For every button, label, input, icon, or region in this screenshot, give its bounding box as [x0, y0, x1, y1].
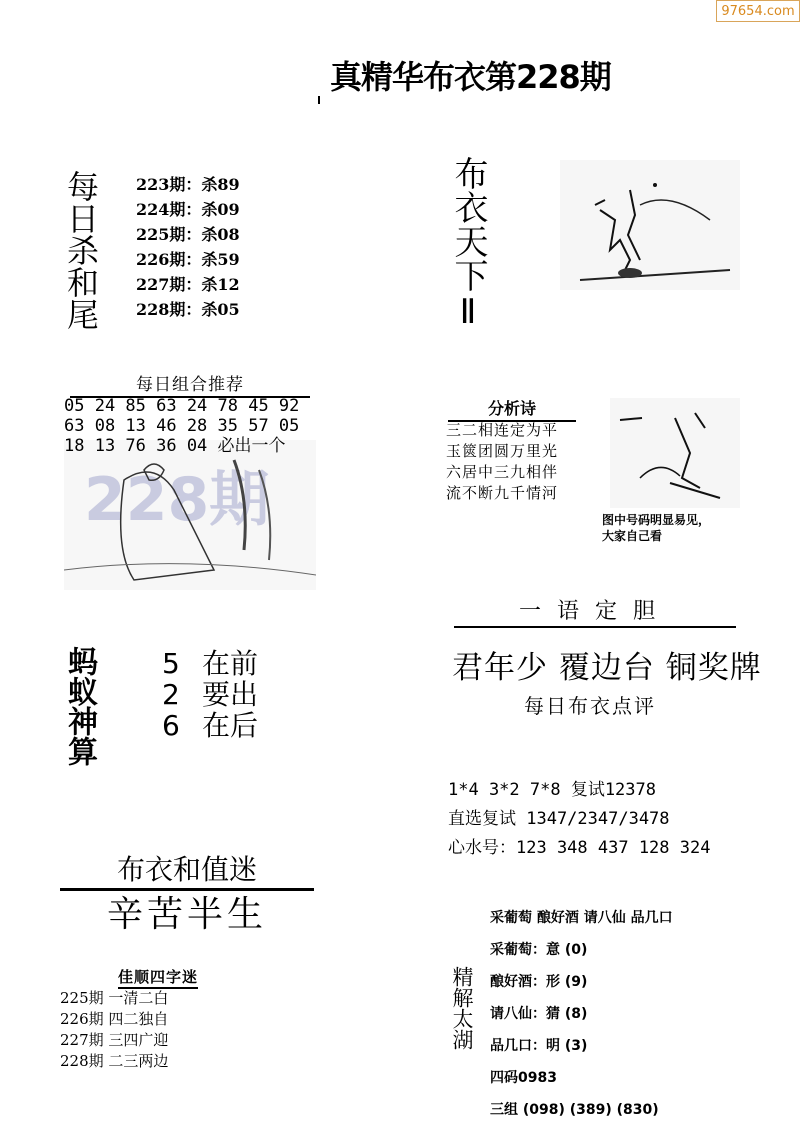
ant-row-text: 在后 [202, 709, 259, 742]
poem-title: 分析诗 [448, 396, 576, 422]
poem-lines [446, 420, 558, 504]
ant-row [162, 710, 258, 741]
poem-line: 三二相连定为平 [446, 421, 559, 439]
fourword-row: 225期 一清二白 [60, 989, 169, 1007]
picks [448, 776, 710, 863]
taihu-row: 采葡萄 酿好酒 请八仙 品几口 [490, 910, 673, 926]
fourword-rows [60, 988, 168, 1072]
combo-row: 05 24 85 63 24 78 45 92 [64, 396, 300, 416]
kill-tail-row: 228期：杀05 [136, 300, 240, 319]
combo-rows [64, 396, 299, 456]
kill-tail-row: 225期：杀08 [136, 225, 240, 244]
taihu-row: 采葡萄：意 (0) [490, 942, 588, 958]
buyi-tianxia-label: 布衣天下Ⅱ [448, 156, 488, 332]
fourword-title: 佳顺四字迷 [118, 966, 198, 989]
page-title: 真精华布衣第228期 [330, 58, 611, 96]
picks-line: 1*4 3*2 7*8 复试12378 [448, 780, 656, 800]
poem-line: 流不断九千情河 [446, 484, 559, 502]
title-mark [318, 96, 320, 104]
kill-tail-row: 224期：杀09 [136, 200, 240, 219]
riddle-answer: 辛苦半生 [106, 894, 267, 935]
picks-line: 心水号：123 348 437 128 324 [448, 838, 711, 858]
ink-painting-scholar [64, 440, 316, 590]
ant-row-num: 2 [162, 678, 180, 711]
ant-rows [162, 648, 258, 741]
riddle-title: 布衣和值迷 [60, 848, 314, 891]
taihu-row: 请八仙：猜 (8) [490, 1006, 588, 1022]
poem-line: 六居中三九相伴 [446, 463, 559, 481]
taihu-row: 酿好酒：形 (9) [490, 974, 588, 990]
poem-caption-line: 大家自己看 [602, 529, 663, 543]
combo-title: 每日组合推荐 [70, 370, 310, 398]
kill-tail-row: 227期：杀12 [136, 275, 240, 294]
yiyu-title: 一语定胆 [454, 594, 736, 628]
combo-row: 18 13 76 36 04 必出一个 [64, 436, 286, 456]
fourword-row: 226期 四二独自 [60, 1010, 169, 1028]
ant-row [162, 648, 258, 679]
kill-tail-row: 223期：杀89 [136, 175, 240, 194]
taihu-row: 四码0983 [490, 1070, 557, 1086]
fourword-row: 227期 三四广迎 [60, 1031, 169, 1049]
poem-line: 玉篋团圆万里光 [446, 442, 559, 460]
poem-caption-line: 图中号码明显易见， [602, 513, 711, 527]
kill-tail-list [136, 172, 240, 322]
poem-caption [602, 512, 710, 544]
svg-text:228期: 228期 [84, 465, 270, 535]
ant-label: 蚂蚁神算 [62, 646, 97, 766]
ant-row-text: 在前 [202, 647, 259, 680]
combo-row: 63 08 13 46 28 35 57 05 [64, 416, 300, 436]
kill-tail-label: 每日杀和尾 [62, 170, 100, 330]
taihu-label: 精解太湖 [450, 966, 474, 1050]
taihu-row: 三组 (098) (389) (830) [490, 1102, 659, 1118]
ant-row [162, 679, 258, 710]
sketch-figure-top [560, 160, 740, 290]
ant-row-num: 5 [162, 647, 180, 680]
taihu-row: 品几口：明 (3) [490, 1038, 588, 1054]
ant-row-text: 要出 [202, 678, 259, 711]
ant-row-num: 6 [162, 709, 180, 742]
yiyu-sub: 每日布衣点评 [524, 694, 656, 718]
fourword-row: 228期 二三两边 [60, 1052, 169, 1070]
site-watermark: 97654.com [716, 0, 800, 22]
sketch-figure-poem [610, 398, 740, 508]
taihu-rows [490, 902, 673, 1126]
kill-tail-row: 226期：杀59 [136, 250, 240, 269]
yiyu-main: 君年少 覆边台 铜奖牌 [452, 650, 762, 686]
picks-line: 直选复试 1347/2347/3478 [448, 809, 670, 829]
